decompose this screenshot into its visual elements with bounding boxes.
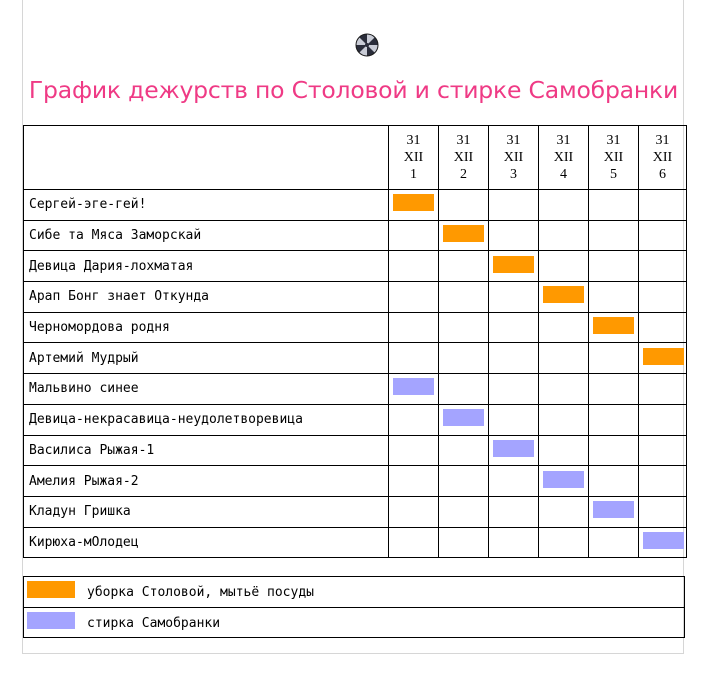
table-row <box>24 312 687 343</box>
day-header <box>639 126 687 190</box>
schedule-cell <box>489 374 539 405</box>
schedule-cell <box>639 435 687 466</box>
header-corner-cell <box>24 126 389 190</box>
laundry-duty-marker <box>443 409 484 426</box>
schedule-cell <box>439 343 489 374</box>
table-row <box>24 404 687 435</box>
legend-cell <box>24 607 685 638</box>
schedule-cell <box>439 312 489 343</box>
canteen-duty-marker <box>543 286 584 303</box>
person-name: Артемий Мудрый <box>24 343 389 374</box>
schedule-cell <box>389 527 439 558</box>
table-row <box>24 190 687 221</box>
laundry-duty-marker <box>493 440 534 457</box>
schedule-cell <box>639 404 687 435</box>
canteen-duty-marker <box>393 194 434 211</box>
logo-emblem-icon <box>355 33 379 57</box>
day-header-num: 4 <box>560 167 567 182</box>
person-name: Амелия Рыжая-2 <box>24 466 389 497</box>
table-row <box>24 282 687 313</box>
legend-table <box>23 576 685 638</box>
schedule-cell <box>389 404 439 435</box>
schedule-cell <box>489 312 539 343</box>
day-header-num: 1 <box>410 167 417 182</box>
legend-row <box>24 607 685 638</box>
schedule-cell <box>439 466 489 497</box>
day-header-day: 31 <box>655 133 670 148</box>
schedule-cell <box>389 251 439 282</box>
schedule-cell <box>639 312 687 343</box>
day-header-month: XII <box>503 150 524 165</box>
person-name: Девица Дария-лохматая <box>24 251 389 282</box>
schedule-cell <box>389 312 439 343</box>
schedule-cell <box>389 282 439 313</box>
schedule-cell <box>489 466 539 497</box>
schedule-cell <box>639 343 687 374</box>
day-header <box>439 126 489 190</box>
person-name: Кирюха-мОлодец <box>24 527 389 558</box>
schedule-cell <box>539 496 589 527</box>
laundry-duty-marker <box>543 471 584 488</box>
table-row <box>24 527 687 558</box>
day-header-month: XII <box>603 150 624 165</box>
schedule-cell <box>539 190 589 221</box>
schedule-cell <box>539 282 589 313</box>
schedule-cell <box>439 374 489 405</box>
schedule-cell <box>589 282 639 313</box>
day-header <box>539 126 589 190</box>
person-name: Сибе та Мяса Заморскай <box>24 220 389 251</box>
schedule-cell <box>639 466 687 497</box>
schedule-cell <box>589 435 639 466</box>
legend-row <box>24 577 685 608</box>
schedule-cell <box>539 312 589 343</box>
day-header-num: 6 <box>659 167 666 182</box>
schedule-cell <box>439 496 489 527</box>
day-header-num: 2 <box>460 167 467 182</box>
laundry-duty-marker <box>393 378 434 395</box>
schedule-cell <box>489 282 539 313</box>
schedule-cell <box>439 190 489 221</box>
canteen-duty-marker <box>643 348 684 365</box>
table-row <box>24 251 687 282</box>
schedule-cell <box>639 220 687 251</box>
laundry-duty-marker <box>593 501 634 518</box>
person-name: Кладун Гришка <box>24 496 389 527</box>
day-header <box>389 126 439 190</box>
day-header-month: XII <box>403 150 424 165</box>
schedule-cell <box>489 251 539 282</box>
table-row <box>24 435 687 466</box>
schedule-cell <box>489 435 539 466</box>
day-header-day: 31 <box>506 133 521 148</box>
schedule-cell <box>589 374 639 405</box>
table-row <box>24 496 687 527</box>
day-header-day: 31 <box>406 133 421 148</box>
schedule-cell <box>539 466 589 497</box>
legend-label: стирка Самобранки <box>87 615 221 631</box>
table-header-row <box>24 126 687 190</box>
schedule-cell <box>489 496 539 527</box>
day-header <box>589 126 639 190</box>
schedule-cell <box>639 374 687 405</box>
day-header-day: 31 <box>606 133 621 148</box>
day-header-day: 31 <box>556 133 571 148</box>
person-name: Мальвино синее <box>24 374 389 405</box>
laundry-duty-marker <box>643 532 684 549</box>
schedule-cell <box>589 496 639 527</box>
table-row <box>24 466 687 497</box>
schedule-cell <box>589 404 639 435</box>
person-name: Василиса Рыжая-1 <box>24 435 389 466</box>
schedule-cell <box>439 282 489 313</box>
day-header-num: 5 <box>610 167 617 182</box>
schedule-cell <box>639 251 687 282</box>
schedule-cell <box>539 343 589 374</box>
legend-swatch <box>27 581 75 598</box>
schedule-cell <box>639 282 687 313</box>
day-header-month: XII <box>652 150 673 165</box>
schedule-cell <box>439 527 489 558</box>
person-name: Черномордова родня <box>24 312 389 343</box>
legend-cell <box>24 577 685 608</box>
day-header <box>489 126 539 190</box>
schedule-cell <box>589 527 639 558</box>
person-name: Сергей-эге-гей! <box>24 190 389 221</box>
table-row <box>24 343 687 374</box>
schedule-cell <box>589 220 639 251</box>
canteen-duty-marker <box>493 256 534 273</box>
canteen-duty-marker <box>593 317 634 334</box>
day-header-num: 3 <box>510 167 517 182</box>
schedule-cell <box>439 220 489 251</box>
schedule-cell <box>489 190 539 221</box>
table-row <box>24 374 687 405</box>
schedule-cell <box>489 220 539 251</box>
day-header-month: XII <box>453 150 474 165</box>
schedule-cell <box>439 435 489 466</box>
schedule-cell <box>539 404 589 435</box>
table-row <box>24 220 687 251</box>
schedule-cell <box>389 343 439 374</box>
schedule-cell <box>589 343 639 374</box>
schedule-cell <box>589 466 639 497</box>
schedule-cell <box>439 251 489 282</box>
schedule-cell <box>439 404 489 435</box>
schedule-cell <box>389 496 439 527</box>
day-header-day: 31 <box>456 133 471 148</box>
schedule-cell <box>489 527 539 558</box>
person-name: Арап Бонг знает Откунда <box>24 282 389 313</box>
legend-label: уборка Столовой, мытьё посуды <box>87 585 314 601</box>
duty-schedule-table <box>23 125 687 558</box>
schedule-cell <box>389 466 439 497</box>
schedule-cell <box>589 190 639 221</box>
schedule-cell <box>639 496 687 527</box>
schedule-cell <box>639 190 687 221</box>
schedule-cell <box>589 251 639 282</box>
canteen-duty-marker <box>443 225 484 242</box>
schedule-cell <box>389 190 439 221</box>
schedule-cell <box>639 527 687 558</box>
schedule-cell <box>389 435 439 466</box>
legend-swatch <box>27 612 75 629</box>
schedule-cell <box>489 404 539 435</box>
schedule-cell <box>389 220 439 251</box>
page-title: График дежурств по Столовой и стирке Самобранки <box>28 76 679 104</box>
person-name: Девица-некрасавица-неудолетворевица <box>24 404 389 435</box>
day-header-month: XII <box>553 150 574 165</box>
schedule-cell <box>539 527 589 558</box>
schedule-cell <box>539 220 589 251</box>
schedule-cell <box>389 374 439 405</box>
schedule-cell <box>589 312 639 343</box>
schedule-cell <box>539 251 589 282</box>
schedule-cell <box>539 435 589 466</box>
schedule-cell <box>539 374 589 405</box>
schedule-cell <box>489 343 539 374</box>
